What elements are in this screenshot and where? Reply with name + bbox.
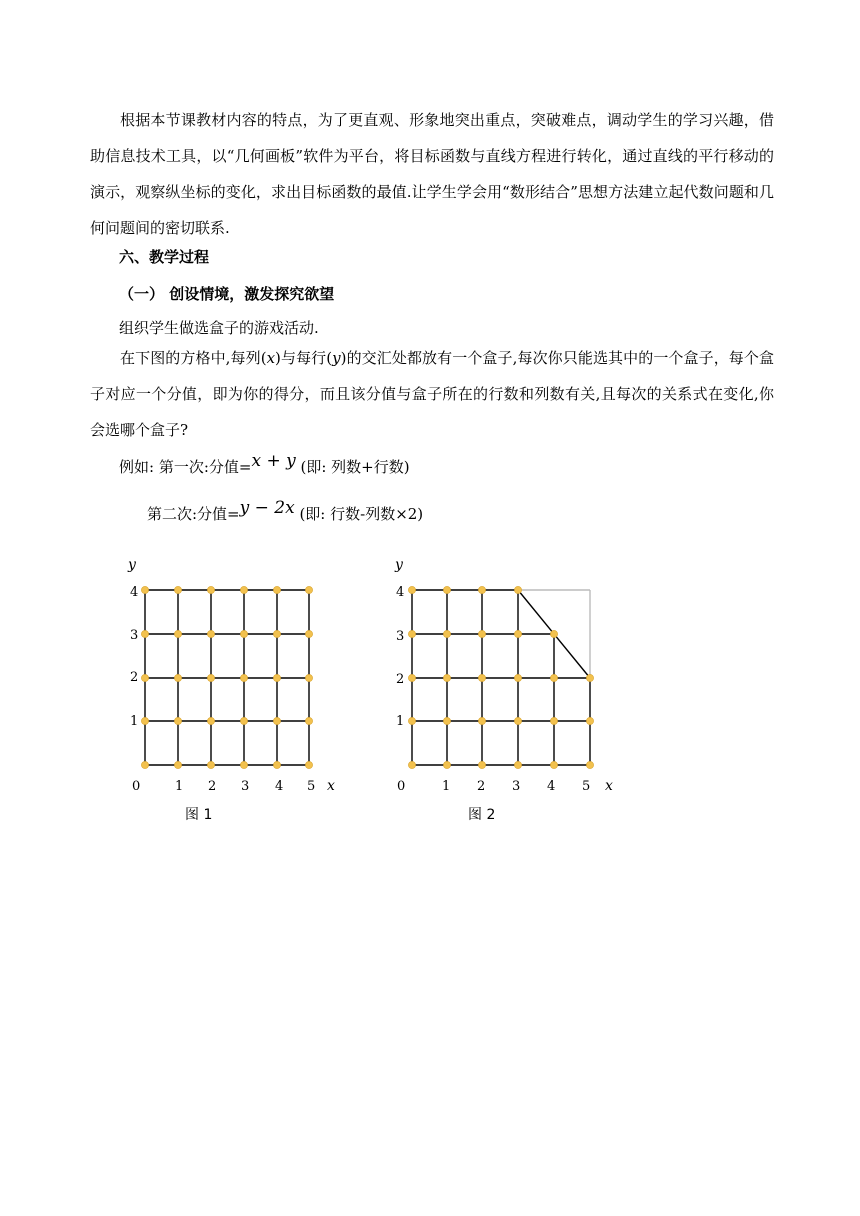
figure-1 bbox=[120, 550, 350, 800]
box-dot bbox=[207, 586, 214, 593]
figure2-xtick: 0 bbox=[397, 779, 406, 794]
box-dot bbox=[514, 586, 521, 593]
figure2-xtick: 4 bbox=[547, 779, 556, 794]
figure2-grid bbox=[412, 590, 590, 765]
example1-prefix: 例如: 第一次:分值= bbox=[119, 458, 252, 476]
example2-formula: y − 2x bbox=[239, 498, 295, 518]
figure1-xtick: 2 bbox=[208, 779, 217, 794]
example1-formula: x + y bbox=[251, 451, 296, 471]
box-dot bbox=[305, 717, 312, 724]
box-dot bbox=[240, 674, 247, 681]
example-line-2 bbox=[147, 498, 424, 524]
figure2-ytick: 4 bbox=[396, 585, 405, 600]
box-dot bbox=[141, 586, 148, 593]
box-dot bbox=[408, 630, 415, 637]
figure1-ytick: 2 bbox=[130, 670, 139, 685]
figure1-grid bbox=[145, 590, 309, 765]
box-dot bbox=[240, 586, 247, 593]
section-heading: 六、教学过程 bbox=[119, 248, 210, 266]
box-dot bbox=[586, 674, 593, 681]
box-dot bbox=[478, 717, 485, 724]
subsection-heading: （一） 创设情境，激发探究欲望 bbox=[119, 285, 335, 303]
box-dot bbox=[273, 674, 280, 681]
box-dot bbox=[408, 761, 415, 768]
rule-text-part3: )的交汇处都放有一个盒子,每次你只能选其中的一个盒子，每个盒子对应一个分值，即为你的得分，而且该分值与盒子所在的行数和列数有关,且每次的关系式在变化,你会选哪个盒子? bbox=[90, 349, 774, 439]
box-dot bbox=[478, 674, 485, 681]
figure1-xtick: 0 bbox=[132, 779, 141, 794]
figure2-x-ticks bbox=[397, 779, 590, 794]
box-dot bbox=[305, 761, 312, 768]
figure2-xtick: 1 bbox=[442, 779, 451, 794]
box-dot bbox=[305, 630, 312, 637]
example-line-1 bbox=[119, 451, 410, 477]
example2-suffix: (即: 行数-列数×2) bbox=[294, 505, 424, 523]
figure1-caption: 图 1 bbox=[185, 807, 213, 823]
box-dot bbox=[550, 674, 557, 681]
box-dot bbox=[141, 674, 148, 681]
box-dot bbox=[443, 586, 450, 593]
box-dot bbox=[550, 761, 557, 768]
box-dot bbox=[141, 717, 148, 724]
box-dot bbox=[478, 761, 485, 768]
figure1-ytick: 3 bbox=[130, 628, 139, 643]
intro-paragraph: 根据本节课教材内容的特点，为了更直观、形象地突出重点，突破难点，调动学生的学习兴趣，借助信息技术工具，以“几何画板”软件为平台，将目标函数与直线方程进行转化，通过直线的平行移动的演示，观察纵坐标的变化，求出目标函数的最值.让学生学会用“数形结合”思想方法建立起代数问题和几何问题间的密切联系. bbox=[90, 111, 774, 237]
box-dot bbox=[240, 630, 247, 637]
figure2-xtick: 2 bbox=[477, 779, 486, 794]
box-dot bbox=[443, 674, 450, 681]
example2-prefix: 第二次:分值= bbox=[147, 505, 240, 523]
box-dot bbox=[273, 761, 280, 768]
box-dot bbox=[586, 761, 593, 768]
figure2-ytick: 2 bbox=[396, 672, 405, 687]
figure2-ytick: 3 bbox=[396, 629, 405, 644]
figure1-y-label: y bbox=[128, 557, 136, 573]
box-dot bbox=[408, 586, 415, 593]
figure1-xtick: 3 bbox=[241, 779, 250, 794]
box-dot bbox=[550, 630, 557, 637]
box-dot bbox=[207, 761, 214, 768]
box-dot bbox=[273, 717, 280, 724]
figure1-x-label: x bbox=[327, 778, 335, 794]
box-dot bbox=[207, 717, 214, 724]
figure2-ytick: 1 bbox=[396, 714, 405, 729]
box-dot bbox=[174, 761, 181, 768]
box-dot bbox=[443, 630, 450, 637]
figure2-xtick: 5 bbox=[582, 779, 591, 794]
figure-2 bbox=[385, 550, 625, 800]
box-dot bbox=[514, 630, 521, 637]
box-dot bbox=[305, 674, 312, 681]
box-dot bbox=[174, 674, 181, 681]
rule-paragraph bbox=[90, 340, 774, 448]
box-dot bbox=[408, 674, 415, 681]
box-dot bbox=[273, 586, 280, 593]
box-dot bbox=[514, 761, 521, 768]
box-dot bbox=[273, 630, 280, 637]
box-dot bbox=[478, 630, 485, 637]
figure1-x-ticks bbox=[132, 779, 315, 794]
rule-var-y: y bbox=[332, 349, 341, 367]
rule-text-part1: 在下图的方格中,每列( bbox=[120, 349, 267, 367]
rule-text-part2: )与每行( bbox=[275, 349, 333, 367]
figure2-y-ticks bbox=[396, 585, 404, 729]
figure1-xtick: 1 bbox=[175, 779, 184, 794]
figure1-ytick: 4 bbox=[130, 585, 139, 600]
box-dot bbox=[478, 586, 485, 593]
box-dot bbox=[408, 717, 415, 724]
box-dot bbox=[174, 717, 181, 724]
box-dot bbox=[443, 717, 450, 724]
box-dot bbox=[240, 717, 247, 724]
box-dot bbox=[207, 630, 214, 637]
box-dot bbox=[586, 717, 593, 724]
figure2-xtick: 3 bbox=[512, 779, 521, 794]
rule-var-x: x bbox=[266, 349, 276, 367]
figure2-y-label: y bbox=[395, 557, 403, 573]
box-dot bbox=[514, 717, 521, 724]
example1-suffix: (即: 列数+行数) bbox=[295, 458, 410, 476]
box-dot bbox=[305, 586, 312, 593]
box-dot bbox=[550, 717, 557, 724]
figure1-ytick: 1 bbox=[130, 714, 139, 729]
figure2-x-label: x bbox=[605, 778, 613, 794]
box-dot bbox=[141, 761, 148, 768]
box-dot bbox=[514, 674, 521, 681]
figure1-xtick: 4 bbox=[275, 779, 284, 794]
figure1-y-ticks bbox=[130, 585, 138, 729]
box-dot bbox=[141, 630, 148, 637]
box-dot bbox=[207, 674, 214, 681]
box-dot bbox=[443, 761, 450, 768]
box-dot bbox=[174, 586, 181, 593]
activity-line: 组织学生做选盒子的游戏活动. bbox=[119, 319, 319, 337]
figure1-xtick: 5 bbox=[307, 779, 316, 794]
figure2-caption: 图 2 bbox=[468, 807, 496, 823]
box-dot bbox=[174, 630, 181, 637]
box-dot bbox=[240, 761, 247, 768]
